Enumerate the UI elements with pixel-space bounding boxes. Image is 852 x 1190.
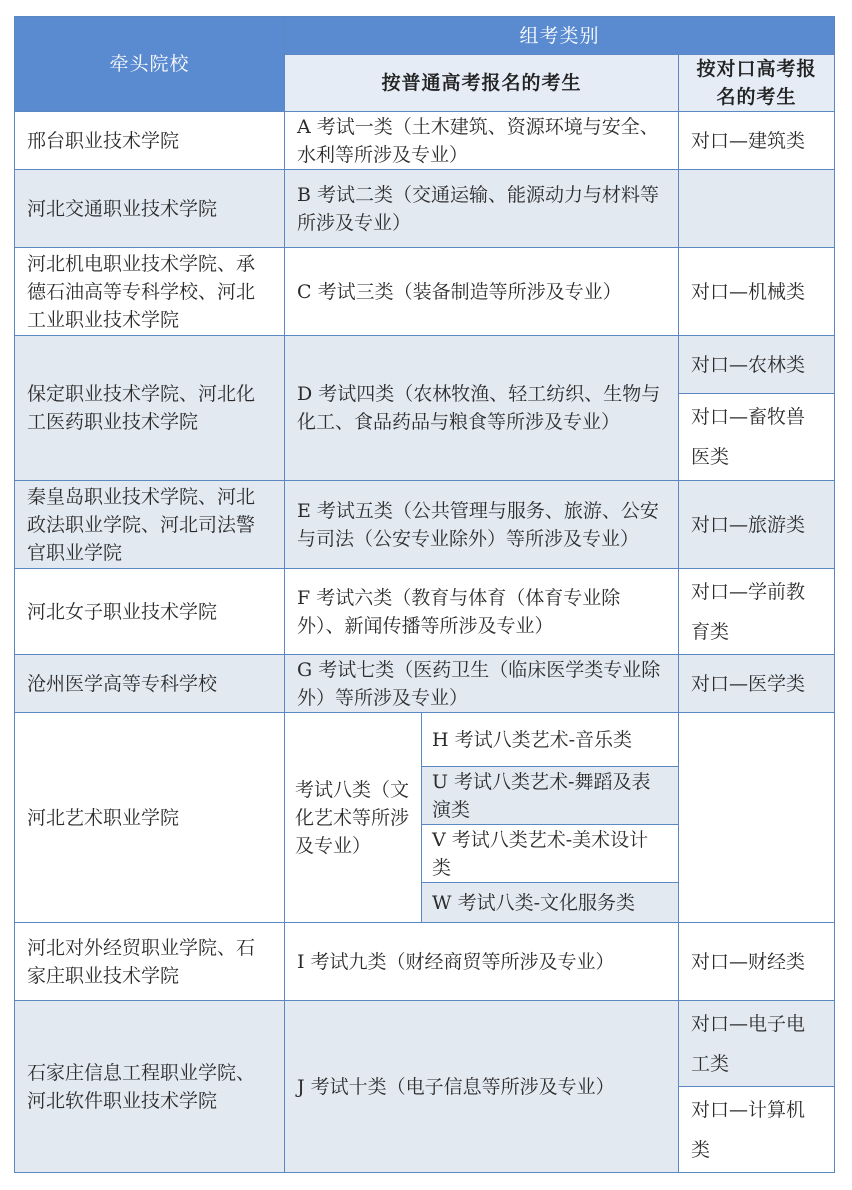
vocational-cell: 对口—农林类 [679,336,835,394]
sub-exam-cell: W 考试八类-文化服务类 [422,883,679,923]
exam-category-table [14,16,835,1173]
school-cell: 河北女子职业技术学院 [15,569,285,655]
vocational-cell: 对口—学前教育类 [679,569,835,655]
vocational-cell: 对口—机械类 [679,248,835,336]
table-row [15,336,835,394]
school-cell: 河北交通职业技术学院 [15,170,285,248]
vocational-cell [679,170,835,248]
table-row [15,112,835,170]
exam-cell: C 考试三类（装备制造等所涉及专业） [285,248,679,336]
table-row [15,713,835,767]
exam-cell: G 考试七类（医药卫生（临床医学类专业除外）等所涉及专业） [285,655,679,713]
school-cell: 沧州医学高等专科学校 [15,655,285,713]
table-row [15,655,835,713]
header-category: 组考类别 [285,17,835,55]
vocational-cell: 对口—建筑类 [679,112,835,170]
vocational-cell: 对口—旅游类 [679,481,835,569]
school-cell: 河北对外经贸职业学院、石家庄职业技术学院 [15,923,285,1001]
table-row [15,569,835,655]
exam-cell: I 考试九类（财经商贸等所涉及专业） [285,923,679,1001]
school-cell: 河北机电职业技术学院、承德石油高等专科学校、河北工业职业技术学院 [15,248,285,336]
header-vocational: 按对口高考报名的考生 [679,55,835,112]
sub-exam-cell: H 考试八类艺术-音乐类 [422,713,679,767]
school-cell: 石家庄信息工程职业学院、河北软件职业技术学院 [15,1001,285,1173]
vocational-cell: 对口—计算机类 [679,1087,835,1173]
exam-cell: B 考试二类（交通运输、能源动力与材料等所涉及专业） [285,170,679,248]
exam-cell: J 考试十类（电子信息等所涉及专业） [285,1001,679,1173]
table-row [15,481,835,569]
table-row [15,170,835,248]
vocational-cell: 对口—畜牧兽医类 [679,394,835,481]
vocational-cell: 对口—医学类 [679,655,835,713]
header-general: 按普通高考报名的考生 [285,55,679,112]
vocational-cell: 对口—财经类 [679,923,835,1001]
table-row [15,248,835,336]
exam-cell: F 考试六类（教育与体育（体育专业除外）、新闻传播等所涉及专业） [285,569,679,655]
exam-cell: D 考试四类（农林牧渔、轻工纺织、生物与化工、食品药品与粮食等所涉及专业） [285,336,679,481]
header-school: 牵头院校 [15,17,285,112]
exam-cell: A 考试一类（土木建筑、资源环境与安全、水利等所涉及专业） [285,112,679,170]
school-cell: 河北艺术职业学院 [15,713,285,923]
sub-exam-cell: V 考试八类艺术-美术设计类 [422,825,679,883]
sub-exam-cell: U 考试八类艺术-舞蹈及表演类 [422,767,679,825]
table-row [15,923,835,1001]
exam-cell: E 考试五类（公共管理与服务、旅游、公安与司法（公安专业除外）等所涉及专业） [285,481,679,569]
vocational-cell: 对口—电子电工类 [679,1001,835,1087]
exam-cell: 考试八类（文化艺术等所涉及专业） [285,713,422,923]
school-cell: 保定职业技术学院、河北化工医药职业技术学院 [15,336,285,481]
school-cell: 邢台职业技术学院 [15,112,285,170]
vocational-cell [679,713,835,923]
table-row [15,1001,835,1087]
school-cell: 秦皇岛职业技术学院、河北政法职业学院、河北司法警官职业学院 [15,481,285,569]
